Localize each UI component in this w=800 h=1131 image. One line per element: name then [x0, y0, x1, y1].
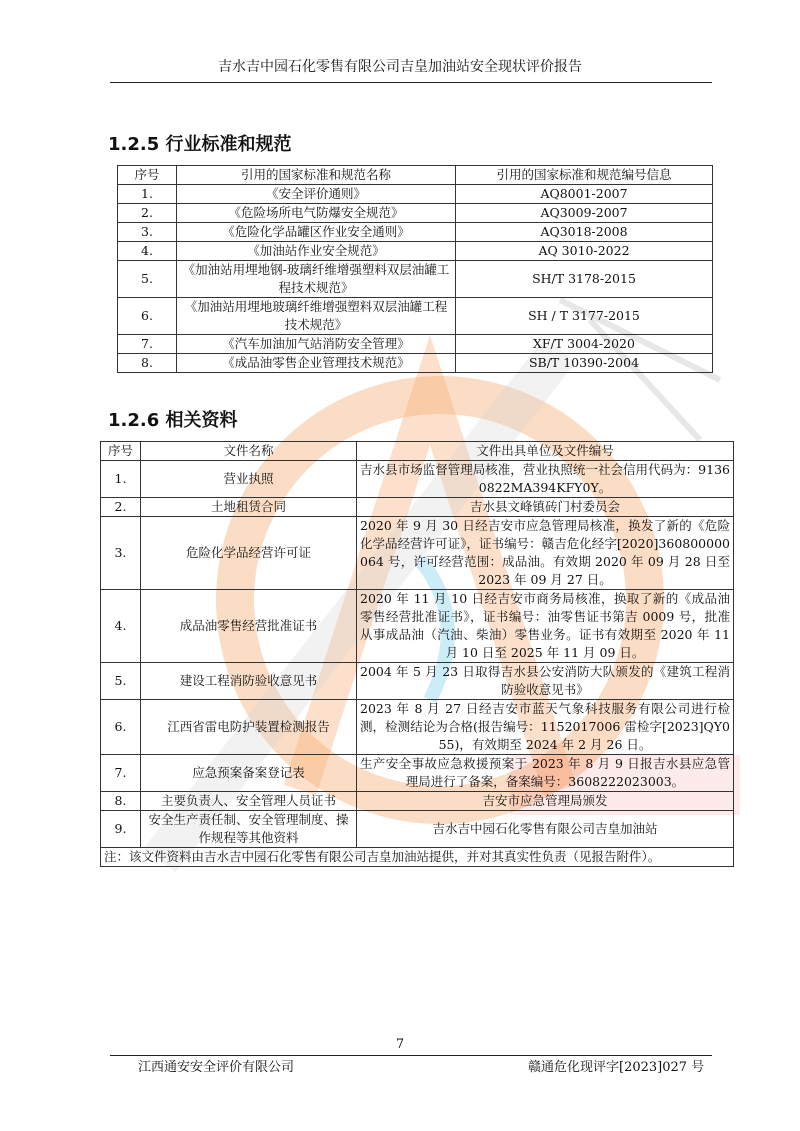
column-header: 文件名称 [141, 442, 357, 461]
footer-doc-number: 赣通危化现评字[2023]027 号 [528, 1060, 705, 1075]
row-detail: XF/T 3004-2020 [456, 335, 713, 354]
table-row [118, 204, 713, 223]
table-row [101, 700, 734, 755]
table-row [118, 354, 713, 373]
row-detail: AQ3018-2008 [456, 223, 713, 242]
running-header: 吉水吉中园石化零售有限公司吉皇加油站安全现状评价报告 [218, 59, 582, 75]
table-row [101, 811, 734, 848]
row-number: 3. [101, 517, 141, 590]
row-name: 《汽车加油加气站消防安全管理》 [177, 335, 456, 354]
table-row [101, 792, 734, 811]
row-number: 6. [101, 700, 141, 755]
column-header: 序号 [118, 166, 177, 185]
row-detail: 2023 年 8 月 27 日经吉安市蓝天气象科技服务有限公司进行检测，检测结论为合格(报告编号：1152017006 雷检字[2023]QY055)，有效期至 2024 年 2 月 26 日。 [357, 700, 734, 755]
table-row [101, 498, 734, 517]
row-number: 5. [118, 261, 177, 298]
table-note-row [101, 848, 734, 867]
footer-company: 江西通安安全评价有限公司 [138, 1060, 295, 1075]
row-number: 8. [118, 354, 177, 373]
row-name: 主要负责人、安全管理人员证书 [141, 792, 357, 811]
column-header: 文件出具单位及文件编号 [357, 442, 734, 461]
page-number: 7 [395, 1037, 405, 1052]
table-header-row [101, 442, 734, 461]
row-detail: 2004 年 5 月 23 日取得吉水县公安消防大队颁发的《建筑工程消防验收意见书》 [357, 663, 734, 700]
row-name: 应急预案备案登记表 [141, 755, 357, 792]
row-detail: 生产安全事故应急救援预案于 2023 年 8 月 9 日报吉水县应急管理局进行了备案，备案编号：3608222023003。 [357, 755, 734, 792]
row-number: 3. [118, 223, 177, 242]
row-name: 成品油零售经营批准证书 [141, 590, 357, 663]
column-header: 序号 [101, 442, 141, 461]
row-number: 2. [101, 498, 141, 517]
row-name: 《成品油零售企业管理技术规范》 [177, 354, 456, 373]
section-heading-standards: 1.2.5 行业标准和规范 [108, 134, 292, 155]
table-row [118, 185, 713, 204]
row-number: 1. [101, 461, 141, 498]
row-number: 4. [118, 242, 177, 261]
row-name: 《安全评价通则》 [177, 185, 456, 204]
table-row [101, 590, 734, 663]
row-number: 9. [101, 811, 141, 848]
table-row [118, 242, 713, 261]
row-detail: SH/T 3178-2015 [456, 261, 713, 298]
row-number: 8. [101, 792, 141, 811]
row-detail: 吉安市应急管理局颁发 [357, 792, 734, 811]
column-header: 引用的国家标准和规范名称 [177, 166, 456, 185]
table-row [118, 298, 713, 335]
row-detail: 吉水吉中园石化零售有限公司吉皇加油站 [357, 811, 734, 848]
column-header: 引用的国家标准和规范编号信息 [456, 166, 713, 185]
row-name: 危险化学品经营许可证 [141, 517, 357, 590]
row-detail: AQ8001-2007 [456, 185, 713, 204]
row-detail: SH / T 3177-2015 [456, 298, 713, 335]
row-detail: AQ 3010-2022 [456, 242, 713, 261]
row-name: 营业执照 [141, 461, 357, 498]
documents-table [100, 441, 734, 867]
row-number: 5. [101, 663, 141, 700]
row-number: 1. [118, 185, 177, 204]
row-number: 4. [101, 590, 141, 663]
row-name: 《加油站用埋地钢-玻璃纤维增强塑料双层油罐工程技术规范》 [177, 261, 456, 298]
table-row [118, 261, 713, 298]
row-number: 6. [118, 298, 177, 335]
footer-divider [110, 1055, 712, 1056]
table-row [101, 755, 734, 792]
table-row [118, 223, 713, 242]
table-row [101, 663, 734, 700]
table-note: 注：该文件资料由吉水吉中园石化零售有限公司吉皇加油站提供，并对其真实性负责（见报告附件）。 [101, 848, 734, 867]
row-name: 《危险场所电气防爆安全规范》 [177, 204, 456, 223]
row-detail: SB/T 10390-2004 [456, 354, 713, 373]
row-detail: 2020 年 9 月 30 日经吉安市应急管理局核准，换发了新的《危险化学品经营许可证》，证书编号：赣吉危化经字[2020]360800000064 号，许可经营范围：成品油。有效期 2020 年 09 月 28 日至 2023 年 09 月 27 日。 [357, 517, 734, 590]
row-number: 2. [118, 204, 177, 223]
table-row [118, 335, 713, 354]
row-detail: 吉水县文峰镇砖门村委员会 [357, 498, 734, 517]
row-detail: 2020 年 11 月 10 日经吉安市商务局核准，换取了新的《成品油零售经营批准证书》，证书编号：油零售证书第吉 0009 号，批准从事成品油（汽油、柴油）零售业务。证书有效期至 2020 年 11 月 10 日至 2025 年 11 月 09 日。 [357, 590, 734, 663]
row-name: 土地租赁合同 [141, 498, 357, 517]
row-name: 安全生产责任制、安全管理制度、操作规程等其他资料 [141, 811, 357, 848]
row-name: 《加油站用埋地玻璃纤维增强塑料双层油罐工程技术规范》 [177, 298, 456, 335]
standards-table [117, 165, 713, 373]
table-row [101, 517, 734, 590]
header-divider [110, 82, 712, 83]
row-detail: AQ3009-2007 [456, 204, 713, 223]
row-name: 《危险化学品罐区作业安全通则》 [177, 223, 456, 242]
table-header-row [118, 166, 713, 185]
table-row [101, 461, 734, 498]
row-number: 7. [101, 755, 141, 792]
row-name: 《加油站作业安全规范》 [177, 242, 456, 261]
row-name: 建设工程消防验收意见书 [141, 663, 357, 700]
row-number: 7. [118, 335, 177, 354]
row-name: 江西省雷电防护装置检测报告 [141, 700, 357, 755]
row-detail: 吉水县市场监督管理局核准，营业执照统一社会信用代码为：91360822MA394KFY0Y。 [357, 461, 734, 498]
section-heading-documents: 1.2.6 相关资料 [108, 410, 238, 431]
